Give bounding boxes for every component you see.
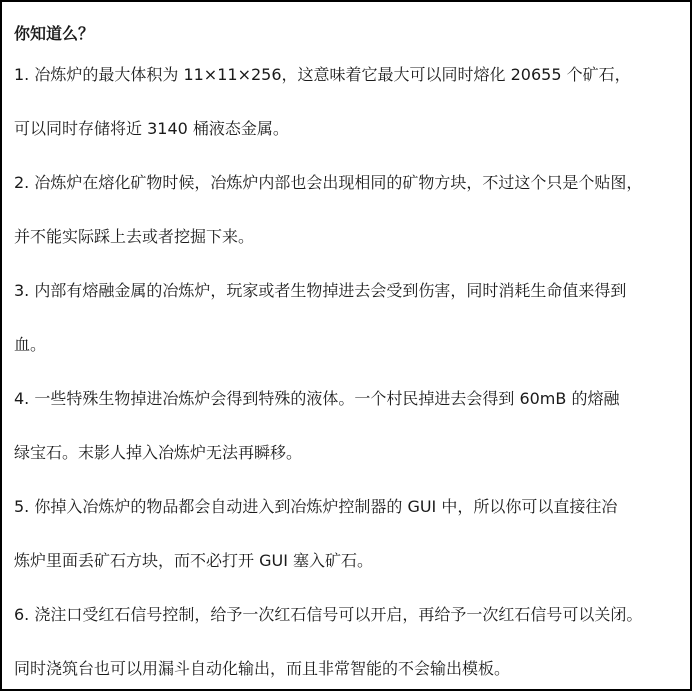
fact-line: 血。 xyxy=(14,335,47,354)
fact-line: 5. 你掉入冶炼炉的物品都会自动进入到冶炼炉控制器的 GUI 中，所以你可以直接往冶 xyxy=(14,497,618,516)
fact-line: 同时浇筑台也可以用漏斗自动化输出，而且非常智能的不会输出模板。 xyxy=(14,659,511,678)
fact-line: 6. 浇注口受红石信号控制，给予一次红石信号可以开启，再给予一次红石信号可以关闭。 xyxy=(14,605,643,624)
fact-line: 并不能实际踩上去或者挖掘下来。 xyxy=(14,227,255,246)
fact-line: 2. 冶炼炉在熔化矿物时候，冶炼炉内部也会出现相同的矿物方块，不过这个只是个贴图， xyxy=(14,173,643,192)
fact-line: 4. 一些特殊生物掉进冶炼炉会得到特殊的液体。一个村民掉进去会得到 60mB 的熔融 xyxy=(14,389,620,408)
fact-item xyxy=(14,480,678,588)
fact-line: 炼炉里面丢矿石方块，而不必打开 GUI 塞入矿石。 xyxy=(14,551,374,570)
fact-line: 绿宝石。末影人掉入冶炼炉无法再瞬移。 xyxy=(14,443,303,462)
fact-list xyxy=(14,48,678,696)
document-title: 你知道么？ xyxy=(14,24,95,43)
fact-line: 1. 冶炼炉的最大体积为 11×11×256，这意味着它最大可以同时熔化 20655 个矿石， xyxy=(14,65,631,84)
fact-item xyxy=(14,264,678,372)
fact-item xyxy=(14,372,678,480)
fact-line: 3. 内部有熔融金属的冶炼炉，玩家或者生物掉进去会受到伤害，同时消耗生命值来得到 xyxy=(14,281,627,300)
fact-item xyxy=(14,48,678,156)
fact-item xyxy=(14,156,678,264)
fact-line: 可以同时存储将近 3140 桶液态金属。 xyxy=(14,119,289,138)
fact-item xyxy=(14,588,678,696)
